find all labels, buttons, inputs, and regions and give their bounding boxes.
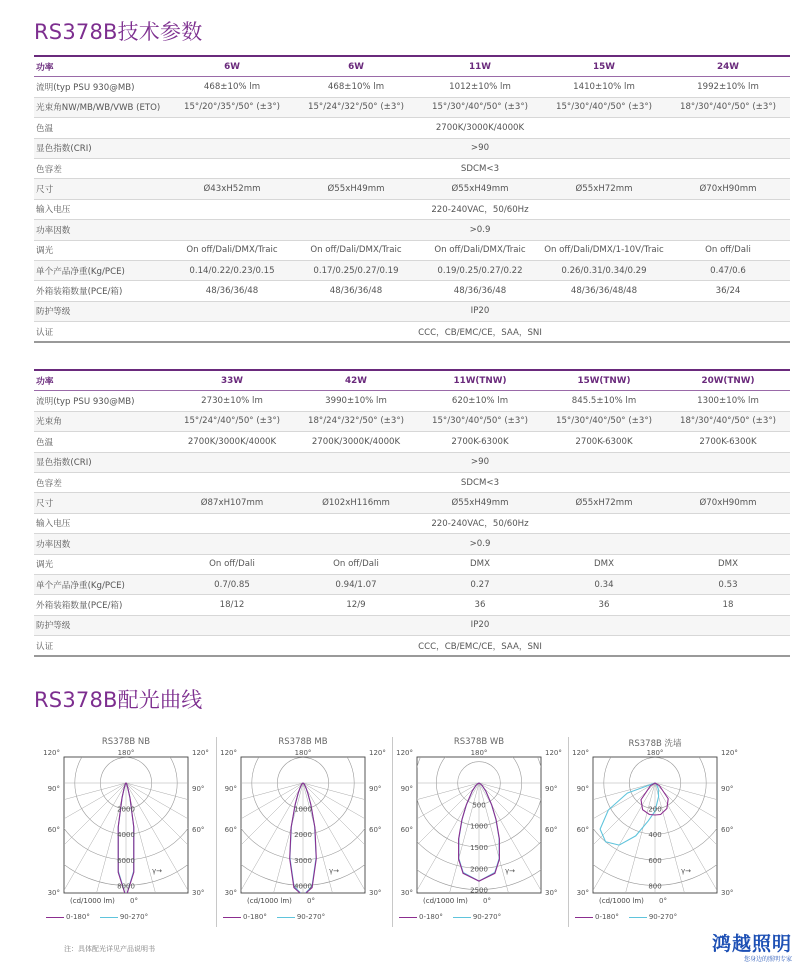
- angle-label-low-right: 60°: [721, 826, 734, 834]
- legend-label-90-270: 90-270°: [472, 913, 502, 921]
- legend-line-0-180: [575, 917, 593, 918]
- angle-label-low-right: 60°: [545, 826, 558, 834]
- angle-label-bot-left: 30°: [47, 889, 60, 897]
- row-label: 外箱装箱数量(PCE/箱): [34, 595, 170, 615]
- ring-label: 4000: [294, 882, 312, 891]
- legend-label-90-270: 90-270°: [648, 913, 678, 921]
- polar-spoke: [479, 783, 565, 901]
- header-power-4: 15W(TNW): [542, 370, 666, 391]
- row-cell: 845.5±10% lm: [542, 391, 666, 411]
- row-cell: 0.34: [542, 574, 666, 594]
- row-label: 输入电压: [34, 513, 170, 533]
- row-label: 尺寸: [34, 493, 170, 513]
- ring-label: 1000: [470, 822, 488, 831]
- table-row: [34, 322, 790, 343]
- table-row: [34, 97, 790, 117]
- angle-label-top-mid: 180°: [117, 749, 135, 757]
- row-cell: 1300±10% lm: [666, 391, 790, 411]
- row-label: 单个产品净重(Kg/PCE): [34, 574, 170, 594]
- legend-line-0-180: [46, 917, 64, 918]
- polar-panel: [568, 737, 741, 927]
- row-cell: 15°/30°/40°/50° (±3°): [418, 97, 542, 117]
- row-cell: DMX: [542, 554, 666, 574]
- row-cell: 15°/30°/40°/50° (±3°): [542, 97, 666, 117]
- row-label: 防护等级: [34, 301, 170, 321]
- legend-line-90-270: [277, 917, 295, 918]
- row-cell: 48/36/36/48: [418, 281, 542, 301]
- angle-label-bot-right: 30°: [369, 889, 382, 897]
- polar-chart: [40, 747, 212, 913]
- polar-panel: [40, 737, 212, 927]
- polar-spoke: [126, 783, 212, 901]
- row-value: IP20: [170, 615, 790, 635]
- row-value: >0.9: [170, 534, 790, 554]
- row-cell: 3990±10% lm: [294, 391, 418, 411]
- row-label: 光束角NW/MB/WB/VWB (ETO): [34, 97, 170, 117]
- legend-line-90-270: [100, 917, 118, 918]
- polar-legend: [223, 913, 325, 921]
- polar-spoke: [126, 783, 169, 913]
- row-cell: 18/12: [170, 595, 294, 615]
- row-cell: 0.27: [418, 574, 542, 594]
- row-cell: 0.26/0.31/0.34/0.29: [542, 260, 666, 280]
- header-power-3: 11W: [418, 56, 542, 77]
- table-row: [34, 138, 790, 158]
- row-cell: 18°/24°/32°/50° (±3°): [294, 411, 418, 431]
- table-row: [34, 158, 790, 178]
- polar-chart: [393, 747, 565, 913]
- row-label: 调光: [34, 240, 170, 260]
- row-cell: On off/Dali/DMX/Traic: [418, 240, 542, 260]
- polar-title: RS378B MB: [278, 737, 328, 747]
- header-power-5: 20W(TNW): [666, 370, 790, 391]
- table-row: [34, 452, 790, 472]
- row-cell: 2700K/3000K/4000K: [170, 432, 294, 452]
- table-row: [34, 493, 790, 513]
- table-row: [34, 77, 790, 97]
- angle-label-low-left: 60°: [400, 826, 413, 834]
- polar-spoke: [40, 783, 126, 901]
- row-cell: 18°/30°/40°/50° (±3°): [666, 411, 790, 431]
- legend-line-0-180: [399, 917, 417, 918]
- row-label: 色温: [34, 432, 170, 452]
- row-cell: 0.53: [666, 574, 790, 594]
- row-value: CCC，CB/EMC/CE，SAA，SNI: [170, 636, 790, 657]
- row-cell: Ø55xH49mm: [418, 179, 542, 199]
- row-cell: Ø55xH72mm: [542, 179, 666, 199]
- unit-label: (cd/1000 lm): [247, 897, 292, 905]
- header-power-2: 42W: [294, 370, 418, 391]
- legend-label-0-180: 0-180°: [66, 913, 90, 921]
- angle-label-bot-mid: 0°: [659, 897, 667, 905]
- row-cell: 48/36/36/48/48: [542, 281, 666, 301]
- row-label: 认证: [34, 322, 170, 343]
- row-label: 功率因数: [34, 220, 170, 240]
- light-curves-title: RS378B配光曲线: [34, 688, 203, 712]
- row-label: 认证: [34, 636, 170, 657]
- row-cell: 468±10% lm: [294, 77, 418, 97]
- row-value: SDCM<3: [170, 158, 790, 178]
- legend-label-90-270: 90-270°: [296, 913, 326, 921]
- gamma-label: γ→: [329, 867, 340, 875]
- row-cell: 36: [542, 595, 666, 615]
- row-cell: On off/Dali/DMX/Traic: [294, 240, 418, 260]
- row-cell: 0.7/0.85: [170, 574, 294, 594]
- polar-spoke: [569, 783, 655, 901]
- polar-spoke: [393, 783, 479, 866]
- row-cell: On off/Dali: [170, 554, 294, 574]
- polar-spoke: [126, 783, 212, 866]
- table-row: [34, 220, 790, 240]
- table-row: [34, 432, 790, 452]
- gamma-label: γ→: [152, 867, 163, 875]
- polar-spoke: [479, 783, 565, 866]
- ring-label: 3000: [294, 856, 312, 865]
- row-label: 色容差: [34, 158, 170, 178]
- polar-title: RS378B NB: [101, 737, 151, 747]
- table-row: [34, 260, 790, 280]
- polar-spoke: [260, 783, 303, 913]
- table-row: [34, 534, 790, 554]
- polar-spoke: [655, 783, 741, 866]
- row-value: SDCM<3: [170, 472, 790, 492]
- row-value: >0.9: [170, 220, 790, 240]
- angle-label-bot-left: 30°: [576, 889, 589, 897]
- row-cell: Ø55xH49mm: [418, 493, 542, 513]
- polar-spoke: [655, 783, 698, 913]
- polar-spoke: [303, 783, 346, 913]
- angle-label-top-right: 120°: [369, 749, 386, 757]
- spec-table-1: [34, 55, 790, 343]
- polar-spoke: [83, 783, 126, 913]
- row-cell: 2700K-6300K: [666, 432, 790, 452]
- row-cell: On off/Dali/DMX/1-10V/Traic: [542, 240, 666, 260]
- angle-label-mid-left: 90°: [224, 785, 237, 793]
- polar-title: RS378B WB: [453, 737, 505, 747]
- angle-label-low-left: 60°: [47, 826, 60, 834]
- row-cell: 2700K-6300K: [542, 432, 666, 452]
- angle-label-mid-right: 90°: [192, 785, 205, 793]
- angle-label-mid-right: 90°: [545, 785, 558, 793]
- row-cell: DMX: [666, 554, 790, 574]
- angle-label-low-right: 60°: [192, 826, 205, 834]
- ring-label: 8000: [117, 882, 135, 891]
- row-cell: 18: [666, 595, 790, 615]
- polar-legend: [399, 913, 501, 921]
- row-cell: 0.17/0.25/0.27/0.19: [294, 260, 418, 280]
- row-cell: 15°/24°/40°/50° (±3°): [170, 411, 294, 431]
- polar-panel: [392, 737, 565, 927]
- table-row: [34, 595, 790, 615]
- angle-label-mid-right: 90°: [721, 785, 734, 793]
- angle-label-mid-right: 90°: [369, 785, 382, 793]
- row-cell: 48/36/36/48: [170, 281, 294, 301]
- angle-label-bot-mid: 0°: [483, 897, 491, 905]
- angle-label-top-left: 120°: [572, 749, 589, 757]
- row-cell: Ø43xH52mm: [170, 179, 294, 199]
- polar-spoke: [40, 783, 126, 866]
- ring-label: 400: [648, 831, 662, 840]
- angle-label-bot-left: 30°: [400, 889, 413, 897]
- polar-legend: [46, 913, 148, 921]
- angle-label-low-left: 60°: [576, 826, 589, 834]
- row-label: 显色指数(CRI): [34, 452, 170, 472]
- angle-label-top-right: 120°: [192, 749, 209, 757]
- table-row: [34, 513, 790, 533]
- row-label: 流明(typ PSU 930@MB): [34, 77, 170, 97]
- row-cell: Ø55xH72mm: [542, 493, 666, 513]
- row-label: 光束角: [34, 411, 170, 431]
- row-value: >90: [170, 452, 790, 472]
- row-label: 色温: [34, 118, 170, 138]
- row-label: 显色指数(CRI): [34, 138, 170, 158]
- legend-label-0-180: 0-180°: [243, 913, 267, 921]
- angle-label-low-left: 60°: [224, 826, 237, 834]
- row-cell: Ø102xH116mm: [294, 493, 418, 513]
- row-value: 2700K/3000K/4000K: [170, 118, 790, 138]
- row-cell: 1012±10% lm: [418, 77, 542, 97]
- angle-label-low-right: 60°: [369, 826, 382, 834]
- angle-label-mid-left: 90°: [576, 785, 589, 793]
- row-value: IP20: [170, 301, 790, 321]
- gamma-label: γ→: [505, 867, 516, 875]
- row-label: 尺寸: [34, 179, 170, 199]
- legend-label-90-270: 90-270°: [119, 913, 149, 921]
- unit-label: (cd/1000 lm): [70, 897, 115, 905]
- polar-spoke: [393, 783, 479, 901]
- row-cell: 0.94/1.07: [294, 574, 418, 594]
- angle-label-top-left: 120°: [220, 749, 237, 757]
- angle-label-bot-left: 30°: [224, 889, 237, 897]
- header-label: 功率: [34, 56, 170, 77]
- ring-label: 800: [648, 882, 662, 891]
- row-label: 功率因数: [34, 534, 170, 554]
- row-cell: On off/Dali: [294, 554, 418, 574]
- polar-spoke: [612, 783, 655, 913]
- angle-label-top-right: 120°: [545, 749, 562, 757]
- row-cell: 12/9: [294, 595, 418, 615]
- angle-label-top-mid: 180°: [646, 749, 664, 757]
- row-cell: 15°/30°/40°/50° (±3°): [542, 411, 666, 431]
- legend-label-0-180: 0-180°: [419, 913, 443, 921]
- brand-name: 鸿越照明: [711, 933, 792, 955]
- header-power-1: 33W: [170, 370, 294, 391]
- table-row: [34, 554, 790, 574]
- spec-table-2: [34, 369, 790, 657]
- angle-label-bot-right: 30°: [545, 889, 558, 897]
- header-power-3: 11W(TNW): [418, 370, 542, 391]
- row-cell: 1992±10% lm: [666, 77, 790, 97]
- header-power-4: 15W: [542, 56, 666, 77]
- row-value: 220-240VAC，50/60Hz: [170, 513, 790, 533]
- row-cell: Ø70xH90mm: [666, 179, 790, 199]
- row-cell: 2700K/3000K/4000K: [294, 432, 418, 452]
- footnote: 注：具体配光详见产品说明书: [64, 945, 155, 953]
- row-cell: 468±10% lm: [170, 77, 294, 97]
- row-cell: Ø87xH107mm: [170, 493, 294, 513]
- polar-chart: [569, 747, 741, 913]
- unit-label: (cd/1000 lm): [423, 897, 468, 905]
- row-label: 输入电压: [34, 199, 170, 219]
- row-cell: 620±10% lm: [418, 391, 542, 411]
- row-cell: 2730±10% lm: [170, 391, 294, 411]
- row-cell: 36: [418, 595, 542, 615]
- ring-label: 1000: [294, 805, 312, 814]
- legend-label-0-180: 0-180°: [595, 913, 619, 921]
- row-label: 防护等级: [34, 615, 170, 635]
- polar-panel: [216, 737, 389, 927]
- angle-label-bot-mid: 0°: [130, 897, 138, 905]
- angle-label-top-right: 120°: [721, 749, 738, 757]
- ring-label: 4000: [117, 831, 135, 840]
- ring-label: 1500: [470, 844, 488, 852]
- row-cell: 15°/30°/40°/50° (±3°): [418, 411, 542, 431]
- row-cell: 18°/30°/40°/50° (±3°): [666, 97, 790, 117]
- header-power-2: 6W: [294, 56, 418, 77]
- row-cell: 0.14/0.22/0.23/0.15: [170, 260, 294, 280]
- row-cell: 0.47/0.6: [666, 260, 790, 280]
- row-cell: 0.19/0.25/0.27/0.22: [418, 260, 542, 280]
- legend-line-90-270: [629, 917, 647, 918]
- row-cell: 48/36/36/48: [294, 281, 418, 301]
- legend-line-0-180: [223, 917, 241, 918]
- table-row: [34, 240, 790, 260]
- angle-label-bot-mid: 0°: [307, 897, 315, 905]
- table-row: [34, 118, 790, 138]
- row-label: 流明(typ PSU 930@MB): [34, 391, 170, 411]
- angle-label-bot-right: 30°: [721, 889, 734, 897]
- row-cell: 36/24: [666, 281, 790, 301]
- row-cell: 1410±10% lm: [542, 77, 666, 97]
- table-row: [34, 199, 790, 219]
- table-row: [34, 574, 790, 594]
- table-row: [34, 391, 790, 411]
- tech-params-title: RS378B技术参数: [34, 20, 203, 44]
- row-cell: 15°/20°/35°/50° (±3°): [170, 97, 294, 117]
- ring-label: 500: [472, 801, 486, 810]
- row-cell: On off/Dali: [666, 240, 790, 260]
- row-value: >90: [170, 138, 790, 158]
- row-label: 单个产品净重(Kg/PCE): [34, 260, 170, 280]
- angle-label-top-mid: 180°: [294, 749, 312, 757]
- angle-label-bot-right: 30°: [192, 889, 205, 897]
- polar-title: RS378B 洗墙: [628, 739, 682, 749]
- table-row: [34, 615, 790, 635]
- header-power-1: 6W: [170, 56, 294, 77]
- polar-spoke: [569, 783, 655, 866]
- table-row: [34, 636, 790, 657]
- angle-label-top-left: 120°: [396, 749, 413, 757]
- angle-label-top-mid: 180°: [470, 749, 488, 757]
- row-cell: On off/Dali/DMX/Traic: [170, 240, 294, 260]
- row-value: 220-240VAC，50/60Hz: [170, 199, 790, 219]
- legend-line-90-270: [453, 917, 471, 918]
- unit-label: (cd/1000 lm): [599, 897, 644, 905]
- polar-legend: [575, 913, 677, 921]
- row-cell: DMX: [418, 554, 542, 574]
- header-power-5: 24W: [666, 56, 790, 77]
- angle-label-top-left: 120°: [43, 749, 60, 757]
- table-row: [34, 179, 790, 199]
- ring-label: 6000: [117, 856, 135, 865]
- table-row: [34, 301, 790, 321]
- angle-label-mid-left: 90°: [47, 785, 60, 793]
- row-cell: 15°/24°/32°/50° (±3°): [294, 97, 418, 117]
- row-value: CCC，CB/EMC/CE，SAA，SNI: [170, 322, 790, 343]
- ring-label: 2000: [294, 831, 312, 840]
- ring-label: 200: [648, 805, 662, 814]
- angle-label-mid-left: 90°: [400, 785, 413, 793]
- gamma-label: γ→: [681, 867, 692, 875]
- row-label: 外箱装箱数量(PCE/箱): [34, 281, 170, 301]
- row-label: 调光: [34, 554, 170, 574]
- header-label: 功率: [34, 370, 170, 391]
- ring-label: 2000: [470, 865, 488, 874]
- table-row: [34, 281, 790, 301]
- brand-logo: [712, 929, 792, 963]
- ring-label: 600: [648, 856, 662, 865]
- table-row: [34, 472, 790, 492]
- row-cell: 2700K-6300K: [418, 432, 542, 452]
- ring-label: 2500: [470, 886, 488, 895]
- table-row: [34, 411, 790, 431]
- ring-label: 2000: [117, 805, 135, 814]
- row-cell: Ø70xH90mm: [666, 493, 790, 513]
- polar-chart: [217, 747, 389, 913]
- brand-slogan: 您身边的照明专家: [743, 956, 792, 963]
- row-cell: Ø55xH49mm: [294, 179, 418, 199]
- row-label: 色容差: [34, 472, 170, 492]
